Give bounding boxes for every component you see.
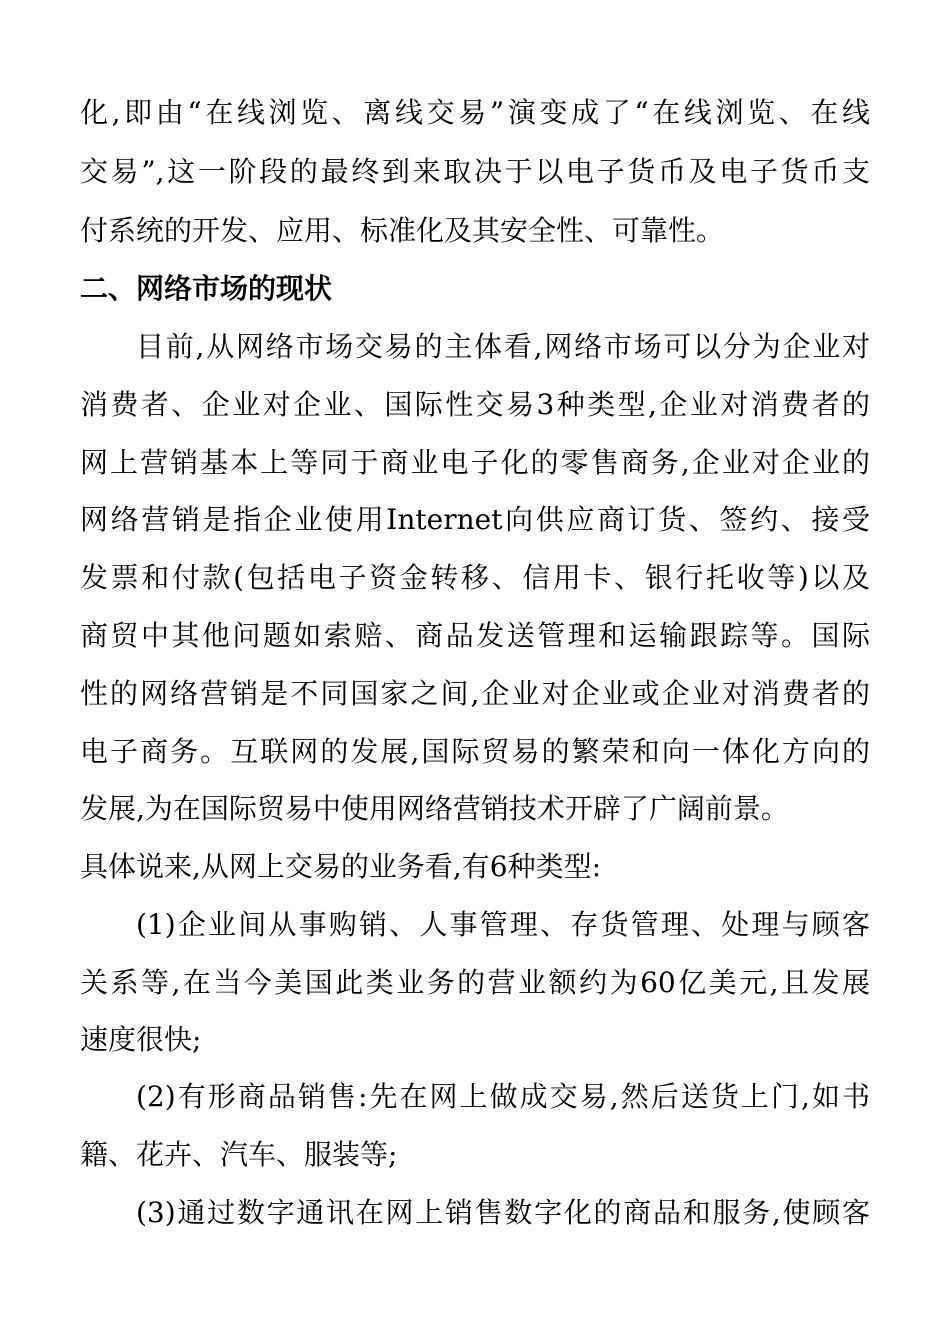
para1-line-8: 电子商务。互联网的发展,国际贸易的繁荣和向一体化方向的 [80, 735, 870, 768]
intro-line-1: 化,即由“在线浏览、离线交易”演变成了“在线浏览、在线 [80, 96, 870, 129]
para2-line: 具体说来,从网上交易的业务看,有6种类型: [80, 850, 602, 883]
para1-line-1: 目前,从网络市场交易的主体看,网络市场可以分为企业对 [136, 330, 870, 363]
item1-line-1: (1)企业间从事购销、人事管理、存货管理、处理与顾客 [136, 908, 870, 941]
para1-line-5: 发票和付款(包括电子资金转移、信用卡、银行托收等)以及 [80, 561, 870, 594]
intro-line-2: 交易”,这一阶段的最终到来取决于以电子货币及电子货币支 [80, 155, 870, 188]
item3-line-1: (3)通过数字通讯在网上销售数字化的商品和服务,使顾客 [136, 1196, 870, 1229]
item2-line-1: (2)有形商品销售:先在网上做成交易,然后送货上门,如书 [136, 1080, 870, 1113]
para1-line-2: 消费者、企业对企业、国际性交易3种类型,企业对消费者的 [80, 388, 870, 421]
para1-line-7: 性的网络营销是不同国家之间,企业对企业或企业对消费者的 [80, 677, 870, 710]
section-heading: 二、网络市场的现状 [80, 272, 333, 305]
para1-line-6: 商贸中其他问题如索赔、商品发送管理和运输跟踪等。国际 [80, 619, 870, 652]
para1-line-9: 发展,为在国际贸易中使用网络营销技术开辟了广阔前景。 [80, 792, 789, 825]
item2-line-2: 籍、花卉、汽车、服装等; [80, 1138, 398, 1171]
item1-line-3: 速度很快; [80, 1023, 202, 1056]
para1-line-3: 网上营销基本上等同于商业电子化的零售商务,企业对企业的 [80, 446, 870, 479]
para1-line-4: 网络营销是指企业使用Internet向供应商订货、签约、接受 [80, 503, 870, 536]
intro-line-3: 付系统的开发、应用、标准化及其安全性、可靠性。 [80, 214, 725, 247]
item1-line-2: 关系等,在当今美国此类业务的营业额约为60亿美元,且发展 [80, 966, 870, 999]
